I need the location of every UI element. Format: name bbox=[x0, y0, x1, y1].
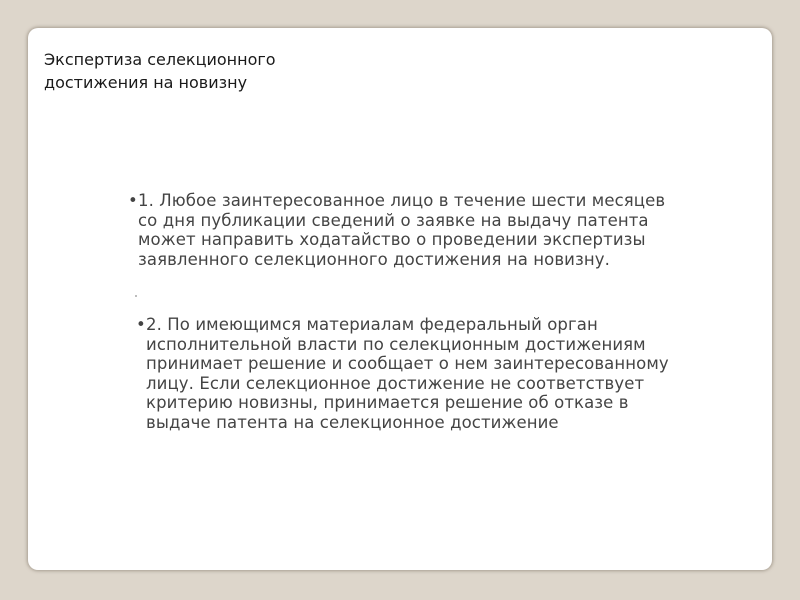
bullet-marker-2: • bbox=[136, 315, 146, 334]
bullet-text-2: 2. По имеющимся материалам федеральный орган исполнительной власти по селекционным достижениям принимает решение и сообщает о нем заинтересованному лицу. Если селекционное достижение не соответствует критерию новизны, принимается решение об отказе в выдаче патента на селекционное достижение bbox=[146, 315, 669, 432]
bullet-text-1: 1. Любое заинтересованное лицо в течение шести месяцев со дня публикации сведений о заявке на выдачу патента может направить ходатайство о проведении экспертизы заявленного селекционного достижения на новизну. bbox=[138, 191, 666, 269]
bullet-marker-1: • bbox=[128, 191, 138, 210]
bullet-item-1 bbox=[128, 191, 688, 269]
bullet-item-2 bbox=[136, 315, 696, 432]
separator-dot bbox=[135, 295, 137, 297]
slide-panel bbox=[28, 28, 772, 570]
slide-title: Экспертиза селекционного достижения на новизну bbox=[44, 50, 276, 92]
